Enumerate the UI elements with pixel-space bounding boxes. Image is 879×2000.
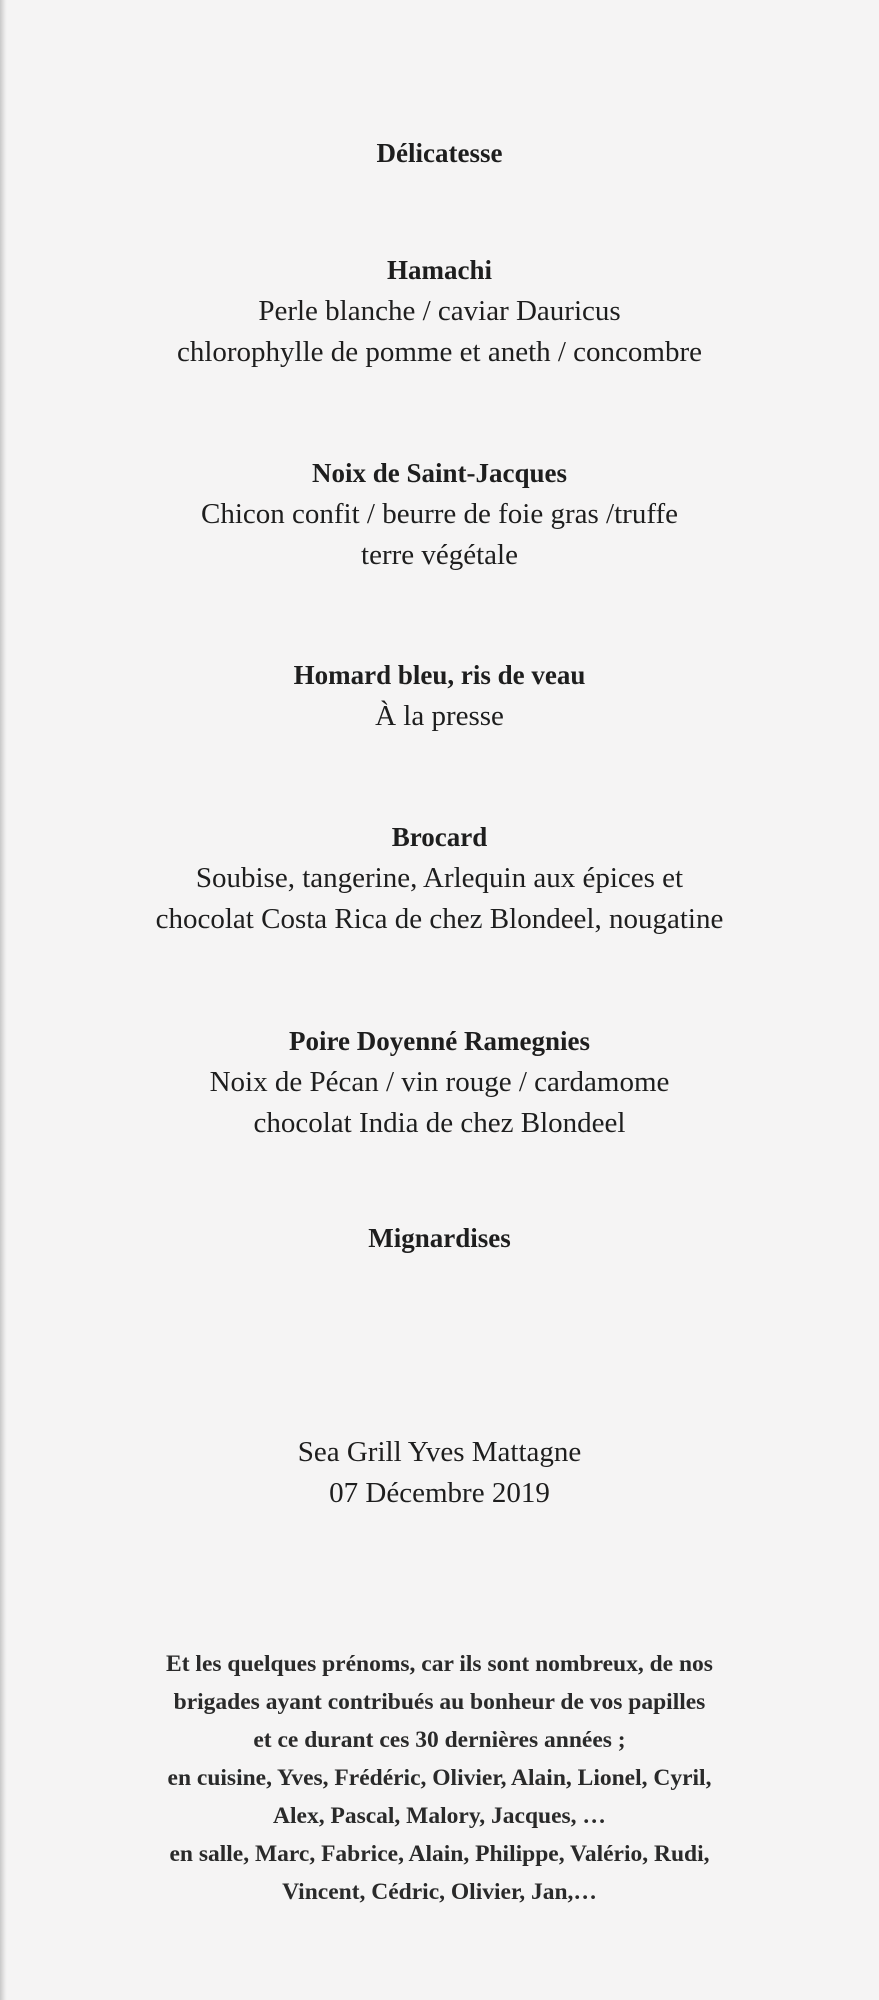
course-title: Noix de Saint-Jacques — [311, 458, 568, 488]
course-description-line: chocolat Costa Rica de chez Blondeel, nougatine — [155, 903, 724, 935]
course-description-line: Chicon confit / beurre de foie gras /truffe — [201, 498, 678, 530]
tribute-line: en cuisine, Yves, Frédéric, Olivier, Alain, Lionel, Cyril, — [167, 1765, 712, 1791]
course-description-line: Perle blanche / caviar Dauricus — [258, 295, 621, 327]
course-title: Poire Doyenné Ramegnies — [289, 1026, 590, 1056]
event-info — [0, 1432, 879, 1514]
course-description-line: terre végétale — [361, 539, 518, 571]
intro-title: Délicatesse — [376, 138, 503, 168]
intro-section — [0, 133, 879, 174]
course-description-line: Noix de Pécan / vin rouge / cardamome — [209, 1066, 670, 1098]
course-noix-de-saint-jacques — [0, 453, 879, 576]
tribute-line: Et les quelques prénoms, car ils sont nombreux, de nos — [166, 1651, 713, 1677]
tribute-line: brigades ayant contribués au bonheur de vos papilles — [173, 1689, 706, 1715]
tribute-line: Vincent, Cédric, Olivier, Jan,… — [282, 1879, 597, 1905]
course-poire-doyenne — [0, 1021, 879, 1144]
course-description-line: À la presse — [375, 700, 504, 732]
tribute-note — [0, 1645, 879, 1911]
course-title: Brocard — [391, 822, 488, 852]
course-description-line: chocolat India de chez Blondeel — [253, 1107, 626, 1139]
course-description-line: Soubise, tangerine, Arlequin aux épices et — [195, 862, 684, 894]
event-date: 07 Décembre 2019 — [329, 1477, 550, 1509]
tribute-line: en salle, Marc, Fabrice, Alain, Philippe, Valério, Rudi, — [169, 1841, 710, 1867]
course-brocard — [0, 817, 879, 940]
course-hamachi — [0, 250, 879, 373]
closing-section — [0, 1218, 879, 1259]
closing-title: Mignardises — [368, 1223, 511, 1253]
course-title: Homard bleu, ris de veau — [293, 660, 586, 690]
course-title: Hamachi — [387, 255, 492, 285]
tribute-line: Alex, Pascal, Malory, Jacques, … — [273, 1803, 606, 1829]
course-description-line: chlorophylle de pomme et aneth / concombre — [176, 336, 703, 368]
tribute-line: et ce durant ces 30 dernières années ; — [253, 1727, 626, 1753]
course-homard-bleu — [0, 655, 879, 737]
restaurant-name: Sea Grill Yves Mattagne — [297, 1436, 582, 1468]
